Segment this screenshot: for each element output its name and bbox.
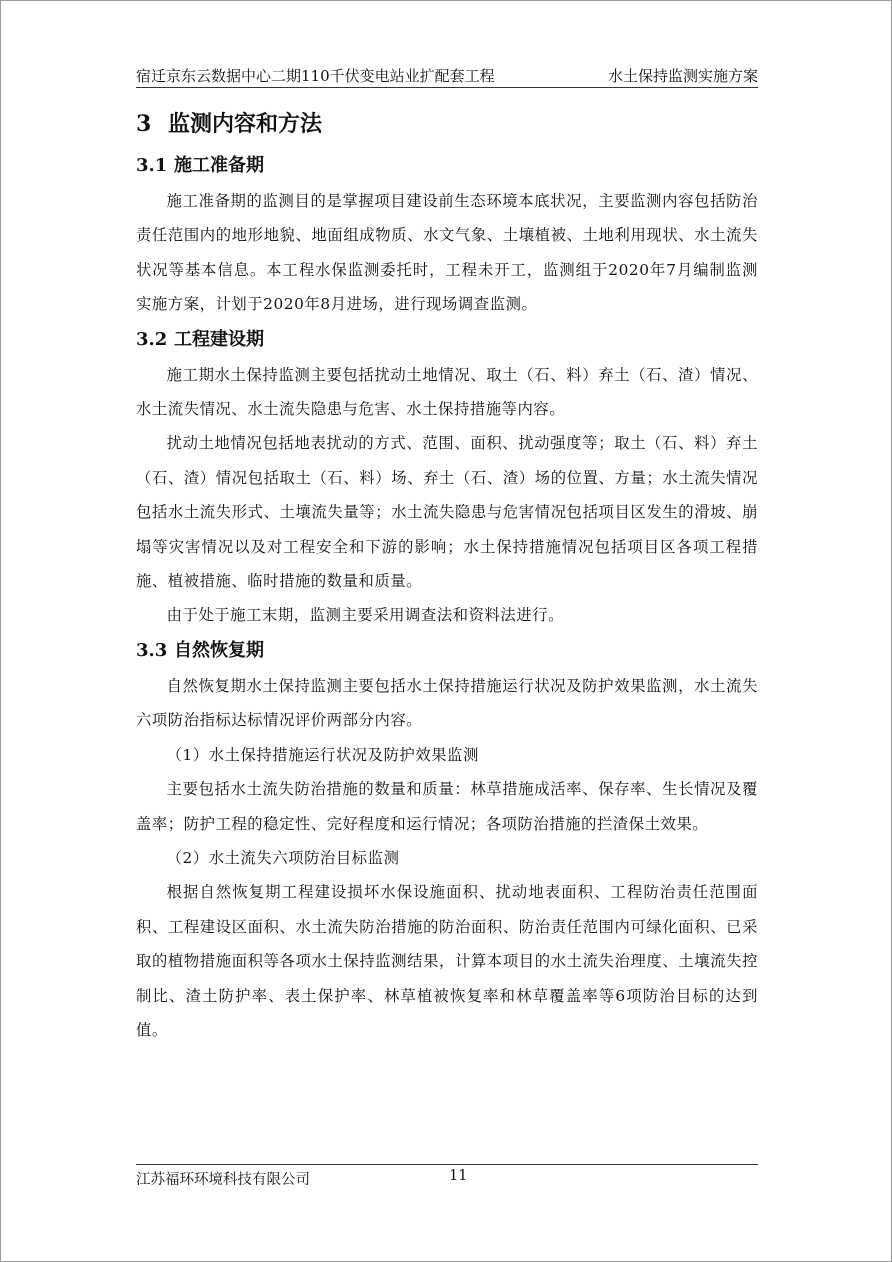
page-content bbox=[136, 104, 758, 1047]
page-footer bbox=[136, 1168, 758, 1190]
paragraph: 由于处于施工末期，监测主要采用调查法和资料法进行。 bbox=[166, 606, 565, 625]
chapter-title: 监测内容和方法 bbox=[168, 111, 323, 137]
list-item-heading: （2）水土流失六项防治目标监测 bbox=[166, 848, 400, 867]
section-title: 自然恢复期 bbox=[174, 639, 264, 661]
section-number: 3.2 bbox=[136, 328, 168, 350]
section-number: 3.3 bbox=[136, 639, 168, 661]
chapter-number: 3 bbox=[136, 111, 152, 137]
section-heading bbox=[136, 148, 758, 184]
header-project-title: 宿迁京东云数据中心二期110千伏变电站业扩配套工程 bbox=[136, 67, 495, 85]
section-title: 施工准备期 bbox=[174, 155, 264, 176]
paragraph: 主要包括水土流失防治措施的数量和质量：林草措施成活率、保存率、生长情况及覆盖率；防护工程的稳定性、完好程度和运行情况；各项防治措施的拦渣保土效果。 bbox=[136, 780, 758, 833]
section-heading bbox=[136, 633, 758, 669]
paragraph: 施工准备期的监测目的是掌握项目建设前生态环境本底状况，主要监测内容包括防治责任范围内的地形地貌、地面组成物质、水文气象、土壤植被、土地利用现状、水土流失状况等基本信息。本工程水保监测委托时，工程未开工，监测组于2020年7月编制监测实施方案，计划于2020年8月进场，进行现场调查监测。 bbox=[136, 192, 758, 314]
section-title: 工程建设期 bbox=[174, 328, 264, 350]
paragraph: 扰动土地情况包括地表扰动的方式、范围、面积、扰动强度等；取土（石、料）弃土（石、渣）情况包括取土（石、料）场、弃土（石、渣）场的位置、方量；水土流失情况包括水土流失形式、土壤流失量等；水土流失隐患与危害情况包括项目区发生的滑坡、崩塌等灾害情况以及对工程安全和下游的影响；水土保持措施情况包括项目区各项工程措施、植被措施、临时措施的数量和质量。 bbox=[136, 434, 758, 591]
chapter-heading bbox=[136, 104, 758, 144]
list-item-heading: （1）水土保持措施运行状况及防护效果监测 bbox=[166, 745, 479, 764]
header-rule bbox=[136, 87, 758, 88]
footer-rule bbox=[136, 1164, 758, 1165]
paragraph: 施工期水土保持监测主要包括扰动土地情况、取土（石、料）弃土（石、渣）情况、水土流失情况、水土流失隐患与危害、水土保持措施等内容。 bbox=[136, 365, 758, 419]
page-number: 11 bbox=[449, 1168, 468, 1184]
paragraph: 根据自然恢复期工程建设损坏水保设施面积、扰动地表面积、工程防治责任范围面积、工程建设区面积、水土流失防治措施的防治面积、防治责任范围内可绿化面积、已采取的植物措施面积等各项水土保持监测结果，计算本项目的水土流失治理度、土壤流失控制比、渣土防护率、表土保护率、林草植被恢复率和林草覆盖率等6项防治目标的达到值。 bbox=[136, 883, 758, 1039]
section-number: 3.1 bbox=[136, 155, 168, 176]
section-heading bbox=[136, 322, 758, 358]
header-document-title: 水土保持监测实施方案 bbox=[607, 67, 758, 85]
footer-company: 江苏福环环境科技有限公司 bbox=[136, 1172, 310, 1188]
page-header bbox=[136, 64, 758, 86]
paragraph: 自然恢复期水土保持监测主要包括水土保持措施运行状况及防护效果监测，水土流失六项防治指标达标情况评价两部分内容。 bbox=[136, 676, 758, 730]
